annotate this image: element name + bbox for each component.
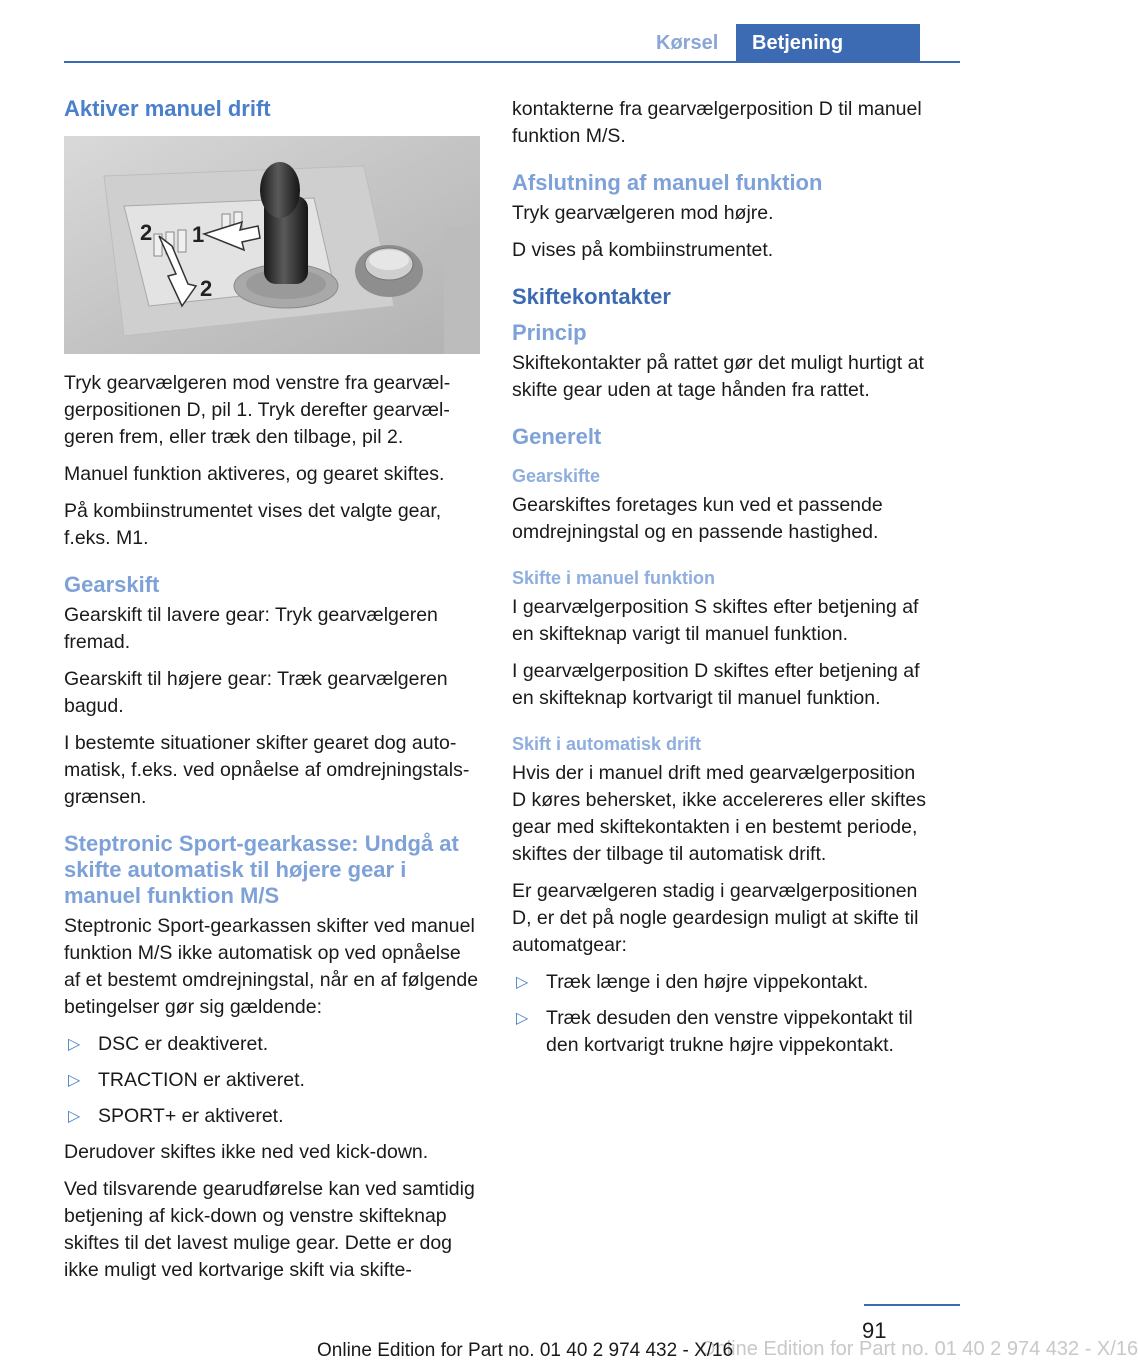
paragraph: Gearskift til højere gear: Træk gearvælgeren bagud. [64,668,448,717]
paragraph: Er gearvælgeren stadig i gearvælgerpositionen D, er det på nogle geardesign muligt at skifte til automatgear: [512,880,919,956]
list-item: ▷ SPORT+ er aktiveret. [64,1103,480,1130]
paragraph: Tryk gearvælgeren mod venstre fra gearvælgerpositionen D, pil 1. Tryk derefter gearvælgeren frem, eller træk den tilbage, pil 2. [64,372,451,448]
left-column [64,96,480,1294]
paragraph: I bestemte situationer skifter gearet dog automatisk, f.eks. ved opnåelse af omdrejningstalsgrænsen. [64,732,470,808]
header-rule [64,61,960,63]
paragraph: Ved tilsvarende gearudførelse kan ved samtidig betjening af kick-down og venstre skifteknap skiftes til det lavest mulige gear. Dette er dog ikke muligt ved kortvarige skift via skifte- [64,1178,475,1281]
paragraph: I gearvælgerposition D skiftes efter betjening af en skifteknap kortvarigt til manuel funktion. [512,660,920,709]
list-item: ▷ TRACTION er aktiveret. [64,1067,480,1094]
paragraph: Hvis der i manuel drift med gearvælgerposition D køres behersket, ikke accelereres eller skiftes gear med skiftekontakten i en bestemt periode, skiftes der tilbage til automatisk drift. [512,762,926,865]
paragraph: D vises på kombiinstrumentet. [512,239,774,261]
heading-princip: Princip [512,320,587,345]
heading-afslutning: Afslutning af manuel funktion [512,170,823,195]
footer-rule [864,1304,960,1306]
triangle-bullet-icon: ▷ [68,1108,81,1125]
conditions-list [64,1031,480,1130]
svg-text:2: 2 [140,220,153,245]
paragraph: Steptronic Sport-gearkassen skifter ved manuel funktion M/S ikke automatisk op ved opnåelse af et bestemt omdrejningstal, når en af følgende betingelser gør sig gældende: [64,915,479,1018]
list-item: ▷ DSC er deaktiveret. [64,1031,480,1058]
paragraph: kontakterne fra gearvælgerposition D til manuel funktion M/S. [512,98,922,147]
gear-selector-illustration [64,136,480,354]
edition-note: Online Edition for Part no. 01 40 2 974 432 - X/16 [317,1340,734,1361]
tab-betjening[interactable]: Betjening [736,24,920,62]
heading-aktiver-manuel-drift: Aktiver manuel drift [64,96,271,121]
page-number: 91 [862,1318,887,1343]
paragraph: Manuel funktion aktiveres, og gearet skiftes. [64,463,445,485]
heading-steptronic: Steptronic Sport-gearkasse: Undgå at skifte automatisk til højere gear i manuel funktion M/S [64,831,459,908]
paragraph: Gearskiftes foretages kun ved et passende omdrejningstal og en passende hastighed. [512,494,883,543]
paragraph: På kombiinstrumentet vises det valgte gear, f.eks. M1. [64,500,442,549]
arrow-2-label: 2 [200,276,213,301]
heading-generelt: Generelt [512,424,602,449]
list-item: ▷ Træk desuden den venstre vippekontakt til den kortvarigt trukne højre vippekontakt. [516,1007,913,1056]
paragraph: Derudover skiftes ikke ned ved kick-down. [64,1141,429,1163]
heading-skifte-manuel: Skifte i manuel funktion [512,568,716,588]
list-item: ▷ Træk længe i den højre vippekontakt. [512,969,928,996]
triangle-bullet-icon: ▷ [516,974,529,991]
heading-skiftekontakter: Skiftekontakter [512,284,671,309]
heading-skift-automatisk: Skift i automatisk drift [512,734,702,754]
paragraph: Tryk gearvælgeren mod højre. [512,202,774,224]
triangle-bullet-icon: ▷ [68,1072,81,1089]
triangle-bullet-icon: ▷ [68,1036,81,1053]
paragraph: Gearskift til lavere gear: Tryk gearvælgeren fremad. [64,604,438,653]
heading-gearskifte: Gearskifte [512,466,601,486]
watermark: Online Edition for Part no. 01 40 2 974 432 - X/16 [700,1338,1138,1360]
right-column [512,96,928,1068]
arrow-1-label: 1 [192,222,205,247]
paddle-list [512,969,928,1059]
paragraph: Skiftekontakter på rattet gør det muligt hurtigt at skifte gear uden at tage hånden fra rattet. [512,352,924,401]
tab-korsel[interactable]: Kørsel [656,32,719,54]
paragraph: I gearvælgerposition S skiftes efter betjening af en skifteknap varigt til manuel funktion. [512,596,919,645]
page-header [0,0,960,62]
heading-gearskift: Gearskift [64,572,160,597]
triangle-bullet-icon: ▷ [516,1010,529,1027]
